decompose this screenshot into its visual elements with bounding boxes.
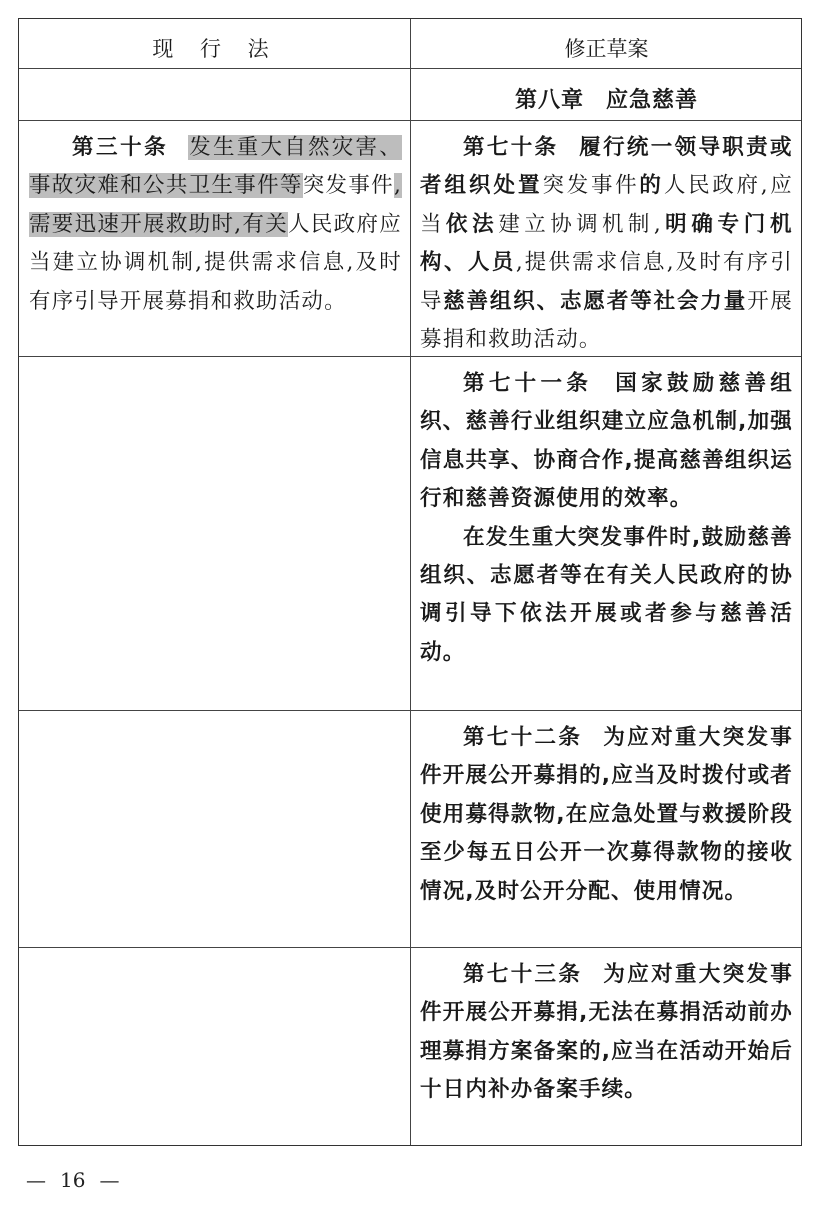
article-30-paragraph — [29, 129, 402, 321]
article-text: ,提供需求信息,及时有序引导 — [420, 250, 793, 314]
chapter-heading — [411, 69, 801, 120]
article-text: 开展募捐和救助活动。 — [420, 288, 793, 353]
article-number: 第七十条 — [463, 135, 559, 160]
amendment-cell — [411, 948, 801, 1145]
article-text: 人民政府应当建立协调机制,提供需求信息,及时有序引导开展募捐和救助活动。 — [29, 211, 402, 314]
article-number: 第三十条 — [72, 135, 169, 160]
header-row — [19, 19, 801, 69]
added-text: 履行统一领导职责或者组织处置 — [420, 135, 793, 199]
current-law-cell — [19, 121, 410, 356]
article-text: 人民政府,应当 — [420, 173, 793, 237]
article-text: 突发事件 — [302, 173, 394, 199]
table-row — [19, 711, 801, 948]
footer-dash-left: — — [26, 1168, 46, 1192]
added-text: 明确专门机构、人员 — [420, 211, 793, 276]
comparison-table — [18, 18, 802, 1146]
current-law-cell-empty — [19, 711, 410, 947]
amendment-cell — [411, 357, 801, 710]
amendment-cell — [411, 121, 801, 356]
current-law-cell-empty — [19, 357, 410, 710]
current-law-cell-empty — [19, 948, 410, 1145]
page-footer — [26, 1168, 133, 1192]
article-text: 为应对重大突发事件开展公开募捐,无法在募捐活动前办理募捐方案备案的,应当在活动开始后十日内补办备案手续。 — [420, 962, 793, 1103]
chapter-left-empty — [19, 69, 410, 120]
article-70-paragraph — [420, 129, 793, 359]
deleted-text: 发生重大自然灾害、事故灾难和公共卫生事件等 — [29, 135, 402, 199]
article-71-paragraph-1 — [420, 365, 793, 519]
article-number: 第七十三条 — [463, 962, 583, 987]
article-73-paragraph — [420, 956, 793, 1110]
article-71-paragraph-2: 在发生重大突发事件时,鼓励慈善组织、志愿者等在有关人民政府的协调引导下依法开展或者参与慈善活动。 — [420, 524, 793, 665]
table-row — [19, 948, 801, 1145]
article-text: 国家鼓励慈善组织、慈善行业组织建立应急机制,加强信息共享、协商合作,提高慈善组织运行和慈善资源使用的效率。 — [420, 371, 793, 512]
article-text: 建立协调机制, — [498, 211, 662, 237]
footer-dash-right: — — [99, 1168, 120, 1192]
chapter-row — [19, 69, 801, 121]
article-72-paragraph — [420, 719, 793, 911]
article-text: 为应对重大突发事件开展公开募捐的,应当及时拨付或者使用募得款物,在应急处置与救援阶段至少每五日公开一次募得款物的接收情况,及时公开分配、使用情况。 — [420, 725, 793, 904]
table-row — [19, 357, 801, 711]
header-amendment: 修正草案 — [564, 36, 649, 61]
added-text: 依法 — [445, 211, 499, 237]
table-row — [19, 121, 801, 357]
page-number: 16 — [60, 1168, 86, 1192]
deleted-text: ,需要迅速开展救助时,有关 — [29, 173, 402, 237]
article-text: 突发事件 — [542, 173, 640, 199]
article-number: 第七十二条 — [463, 725, 583, 750]
header-current-law: 现 行 法 — [152, 36, 279, 61]
article-number: 第七十一条 — [463, 371, 593, 396]
added-text: 慈善组织、志愿者等社会力量 — [443, 288, 748, 314]
added-text: 的 — [639, 173, 664, 199]
chapter-title: 应急慈善 — [606, 88, 699, 113]
amendment-cell — [411, 711, 801, 947]
chapter-number: 第八章 — [514, 88, 584, 113]
